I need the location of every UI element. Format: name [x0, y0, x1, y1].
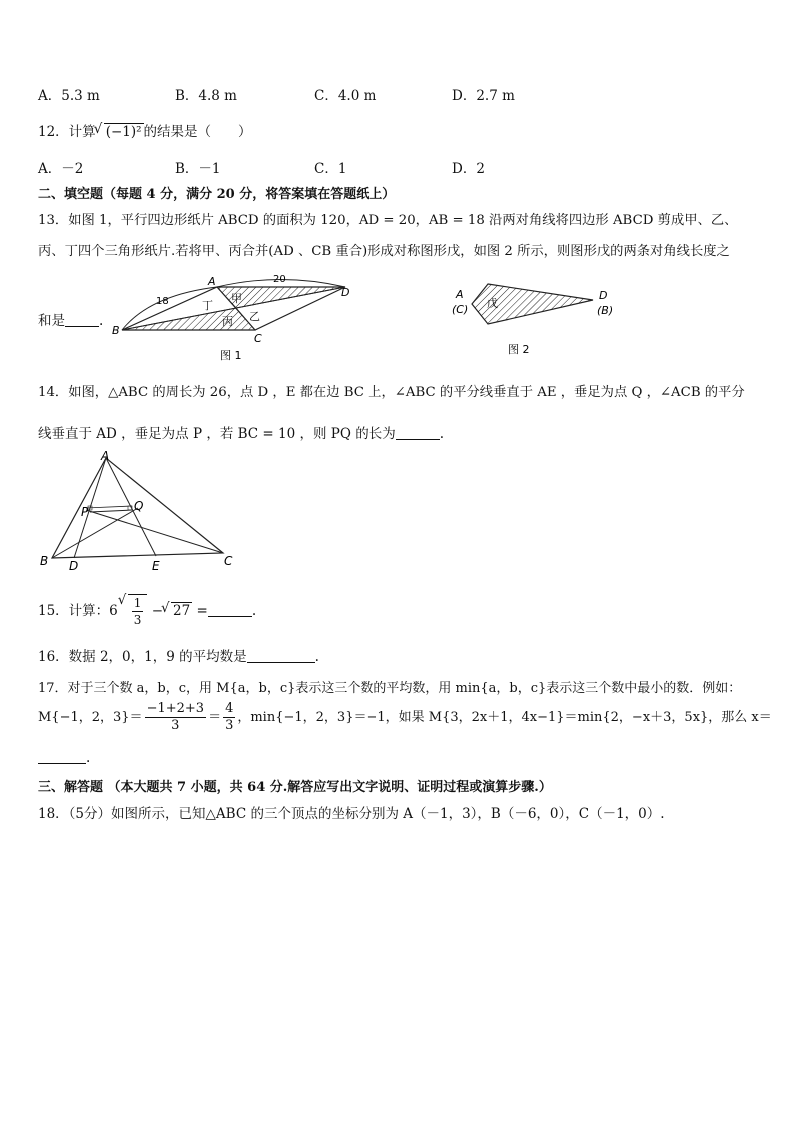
q12-radical: √ (−1)² [104, 123, 144, 140]
fig1-jia: 甲 [231, 292, 242, 305]
q13-line2: 丙、丁四个三角形纸片.若将甲、丙合并(AD 、CB 重合)形成对称图形戊，如图 2 所示，则图形戊的两条对角线长度之 [38, 244, 730, 259]
q17-fraction-2: $\frac{4}{3}$ [225, 701, 234, 733]
q12-option-c: C．1 [314, 161, 347, 177]
fig2-label-c: (C) [452, 303, 469, 316]
q13-answer-blank[interactable] [65, 312, 99, 327]
section3-heading: 三、解答题 （本大题共 7 小题，共 64 分.解答应写出文字说明、证明过程或演算步骤.） [38, 780, 552, 795]
fig2-wu: 戊 [487, 297, 498, 310]
fig1-caption: 图 1 [220, 349, 242, 362]
q14-label-a: A [101, 449, 110, 463]
q14-label-q: Q [134, 499, 144, 513]
q14-label-e: E [152, 559, 160, 573]
q13-figure-2 [448, 278, 628, 363]
fig1-len-18: 18 [156, 296, 169, 307]
q13-figure-1 [110, 270, 360, 365]
q18-stem: 18．（5分）如图所示，已知△ABC 的三个顶点的坐标分别为 A（－1，3），B（－6，0），C（－1，0）. [38, 806, 665, 822]
q11-option-d: D．2.7 m [452, 88, 515, 104]
fig2-label-a: A [456, 288, 464, 301]
fig1-label-c: C [254, 332, 262, 345]
q16-answer-blank[interactable] [247, 648, 315, 663]
fig1-label-b: B [112, 324, 120, 337]
q17-line2: M{−1，2，3}＝ $\frac{-1+2+3}{3}$ ＝ $\frac{4}{3}$ ，min{−1，2，3}＝−1，如果 M{3，2x＋1，4x−1}＝min{2，−x＋3，5x}，那么 x＝ [38, 701, 772, 733]
fig1-label-a: A [208, 275, 216, 288]
q16-line: 16．数据 2，0，1，9 的平均数是 . [38, 649, 319, 665]
q14-line1: 14．如图，△ABC 的周长为 26，点 D ，E 都在边 BC 上，∠ABC 的平分线垂直于 AE ，垂足为点 Q ，∠ACB 的平分 [38, 385, 745, 400]
fig2-label-d: D [599, 289, 608, 302]
q15-radical-2: √ 27 [171, 602, 192, 619]
q17-line1: 17．对于三个数 a，b，c，用 M{a，b，c}表示这三个数的平均数，用 min{a，b，c}表示这三个数中最小的数．例如： [38, 681, 742, 696]
q12-stem: 12．计算√ (−1)² 的结果是（ ） [38, 120, 252, 140]
q11-option-c: C．4.0 m [314, 88, 377, 104]
q15-line: 15．计算：6 √ $\frac{1}{3}$ −√ 27 = . [38, 594, 256, 628]
q13-line3: 和是 . [38, 313, 104, 329]
fig1-len-20: 20 [273, 274, 286, 285]
fig1-bing: 丙 [222, 315, 233, 328]
q14-label-d: D [69, 559, 79, 573]
q11-option-a: A．5.3 m [38, 88, 100, 104]
q14-answer-blank[interactable] [396, 425, 440, 440]
fig2-label-b: (B) [597, 304, 614, 317]
q12-options [38, 157, 738, 175]
q17-answer-blank[interactable] [38, 749, 86, 764]
fig2-caption: 图 2 [508, 343, 530, 356]
q12-option-a: A．－2 [38, 161, 84, 177]
q12-option-b: B．－1 [175, 161, 221, 177]
q12-option-d: D．2 [452, 161, 485, 177]
q11-option-b: B．4.8 m [175, 88, 237, 104]
fig1-yi: 乙 [249, 310, 260, 323]
q14-line2: 线垂直于 AD ，垂足为点 P ，若 BC = 10 ，则 PQ 的长为 . [38, 426, 445, 442]
fig1-ding: 丁 [202, 299, 213, 312]
q14-label-c: C [224, 554, 233, 568]
fig1-label-d: D [341, 286, 350, 299]
q17-line3: . [38, 749, 90, 766]
q13-line1: 13．如图 1，平行四边形纸片 ABCD 的面积为 120，AD = 20，AB = 18 沿两对角线将四边形 ABCD 剪成甲、乙、 [38, 213, 738, 228]
q11-options [38, 84, 738, 102]
q14-label-p: P [81, 505, 89, 519]
section2-heading: 二、填空题（每题 4 分，满分 20 分，将答案填在答题纸上） [38, 187, 396, 202]
q15-radical-1: √ $\frac{1}{3}$ [128, 594, 148, 628]
q14-label-b: B [40, 554, 49, 568]
q17-fraction-1: $\frac{-1+2+3}{3}$ [146, 701, 205, 733]
q15-answer-blank[interactable] [208, 602, 252, 617]
q14-figure [38, 448, 248, 573]
